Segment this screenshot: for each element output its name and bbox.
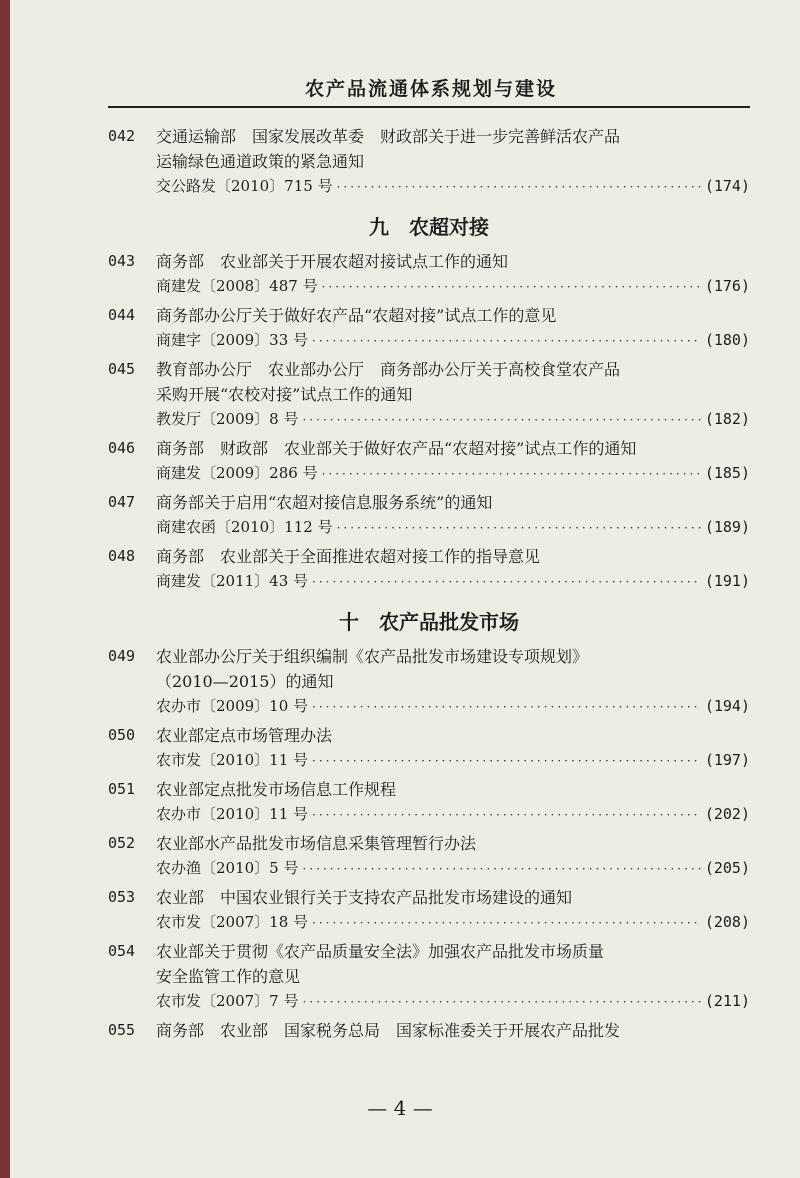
page-reference: (182) xyxy=(704,410,750,428)
toc-entry xyxy=(108,885,750,935)
entry-number: 046 xyxy=(108,439,136,457)
dot-leader xyxy=(303,408,701,433)
toc-entry xyxy=(108,644,750,719)
entry-title: 商务部关于启用“农超对接信息服务系统”的通知 xyxy=(156,493,493,512)
dot-leader xyxy=(312,803,701,828)
dot-leader xyxy=(337,516,701,541)
entry-title: 教育部办公厅 农业部办公厅 商务部办公厅关于高校食堂农产品 xyxy=(156,360,621,379)
entry-title: 商务部 农业部关于全面推进农超对接工作的指导意见 xyxy=(156,547,541,566)
entry-title-continued: 运输绿色通道政策的紧急通知 xyxy=(156,152,365,171)
entry-title: 商务部 农业部关于开展农超对接试点工作的通知 xyxy=(156,252,509,271)
document-number: 商建发〔2008〕487 号 xyxy=(156,277,318,295)
document-number: 农市发〔2010〕11 号 xyxy=(156,751,309,769)
document-number: 农市发〔2007〕7 号 xyxy=(156,992,299,1010)
toc-entry xyxy=(108,831,750,881)
document-number: 农市发〔2007〕18 号 xyxy=(156,913,309,931)
entry-title: 商务部 农业部 国家税务总局 国家标准委关于开展农产品批发 xyxy=(156,1021,621,1040)
page-reference: (194) xyxy=(704,697,750,715)
toc-entry xyxy=(108,777,750,827)
page-reference: (202) xyxy=(704,805,750,823)
running-title: 农产品流通体系规划与建设 xyxy=(305,78,558,100)
dot-leader xyxy=(303,990,701,1015)
dot-leader xyxy=(303,857,701,882)
page-reference: (180) xyxy=(704,331,750,349)
document-number: 农办市〔2010〕11 号 xyxy=(156,805,309,823)
page-reference: (174) xyxy=(704,177,750,195)
entry-title: 农业部定点批发市场信息工作规程 xyxy=(156,780,397,799)
entry-number: 042 xyxy=(108,127,136,145)
book-spine-edge xyxy=(0,0,10,1178)
entry-number: 043 xyxy=(108,252,136,270)
toc-entry xyxy=(108,436,750,486)
dot-leader xyxy=(312,749,701,774)
toc-entry xyxy=(108,1018,750,1043)
entry-title-continued: 安全监管工作的意见 xyxy=(156,967,301,986)
document-number: 商建字〔2009〕33 号 xyxy=(156,331,309,349)
section-heading: 九 农超对接 xyxy=(369,215,489,239)
toc-entry xyxy=(108,544,750,594)
page-reference: (208) xyxy=(704,913,750,931)
page-reference: (185) xyxy=(704,464,750,482)
page-reference: (211) xyxy=(704,992,750,1010)
toc-entry xyxy=(108,124,750,199)
toc-entry xyxy=(108,303,750,353)
document-number: 商建发〔2009〕286 号 xyxy=(156,464,318,482)
document-number: 农办市〔2009〕10 号 xyxy=(156,697,309,715)
document-number: 交公路发〔2010〕715 号 xyxy=(156,177,333,195)
dot-leader xyxy=(312,911,701,936)
dot-leader xyxy=(312,570,701,595)
page-reference: (189) xyxy=(704,518,750,536)
dot-leader xyxy=(322,275,701,300)
document-number: 农办渔〔2010〕5 号 xyxy=(156,859,299,877)
entry-title: 农业部关于贯彻《农产品质量安全法》加强农产品批发市场质量 xyxy=(156,942,605,961)
entry-title: 农业部定点市场管理办法 xyxy=(156,726,333,745)
entry-number: 044 xyxy=(108,306,136,324)
page-reference: (191) xyxy=(704,572,750,590)
dot-leader xyxy=(337,175,701,200)
entry-title-continued: （2010—2015）的通知 xyxy=(156,672,334,691)
document-number: 教发厅〔2009〕8 号 xyxy=(156,410,299,428)
toc-entry xyxy=(108,939,750,1014)
entry-title: 农业部水产品批发市场信息采集管理暂行办法 xyxy=(156,834,477,853)
dot-leader xyxy=(312,695,701,720)
page-reference: (197) xyxy=(704,751,750,769)
entry-title-continued: 采购开展“农校对接”试点工作的通知 xyxy=(156,385,413,404)
entry-number: 049 xyxy=(108,647,136,665)
toc-entry xyxy=(108,723,750,773)
entry-title: 商务部办公厅关于做好农产品“农超对接”试点工作的意见 xyxy=(156,306,557,325)
entry-number: 048 xyxy=(108,547,136,565)
entry-number: 053 xyxy=(108,888,136,906)
entry-number: 051 xyxy=(108,780,136,798)
page-reference: (176) xyxy=(704,277,750,295)
entry-title: 农业部 中国农业银行关于支持农产品批发市场建设的通知 xyxy=(156,888,573,907)
dot-leader xyxy=(322,462,701,487)
toc-entry xyxy=(108,357,750,432)
entry-number: 047 xyxy=(108,493,136,511)
toc-entry xyxy=(108,490,750,540)
entry-title: 交通运输部 国家发展改革委 财政部关于进一步完善鲜活农产品 xyxy=(156,127,621,146)
entry-number: 054 xyxy=(108,942,136,960)
document-number: 商建发〔2011〕43 号 xyxy=(156,572,309,590)
entry-title: 农业部办公厅关于组织编制《农产品批发市场建设专项规划》 xyxy=(156,647,589,666)
page-number: — 4 — xyxy=(367,1096,433,1120)
section-heading: 十 农产品批发市场 xyxy=(339,610,519,634)
entry-number: 050 xyxy=(108,726,136,744)
entry-title: 商务部 财政部 农业部关于做好农产品“农超对接”试点工作的通知 xyxy=(156,439,637,458)
entry-number: 045 xyxy=(108,360,136,378)
toc-content xyxy=(108,124,750,1047)
toc-entry xyxy=(108,249,750,299)
header-rule xyxy=(108,106,750,108)
document-number: 商建农函〔2010〕112 号 xyxy=(156,518,333,536)
entry-number: 052 xyxy=(108,834,136,852)
dot-leader xyxy=(312,329,701,354)
entry-number: 055 xyxy=(108,1021,136,1039)
page-reference: (205) xyxy=(704,859,750,877)
